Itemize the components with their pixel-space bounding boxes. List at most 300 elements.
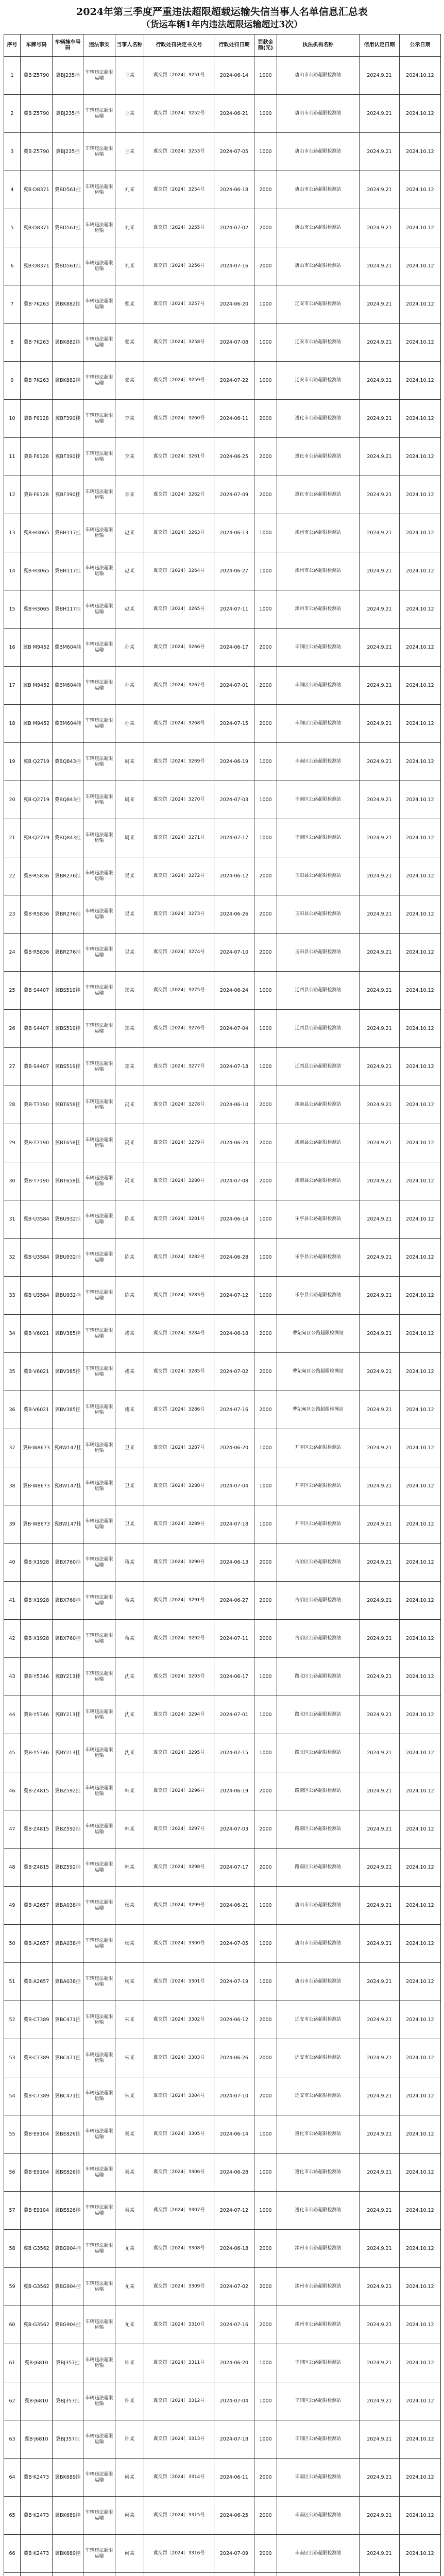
table-cell: 张某 — [115, 362, 144, 400]
table-cell: 2024.10.12 — [400, 590, 441, 629]
table-cell: 冀B·X1928 — [21, 1582, 53, 1620]
table-cell: 2024.10.12 — [400, 2001, 441, 2039]
table-cell: 2000 — [254, 2039, 277, 2077]
column-header: 违法事实 — [83, 35, 115, 57]
table-cell: 冀B·E9104 — [21, 2192, 53, 2230]
table-cell: 赵某 — [115, 514, 144, 552]
table-cell: 2024.10.12 — [400, 2382, 441, 2420]
table-cell: 冀BV385挂 — [53, 1315, 83, 1353]
table-cell: 2024.10.12 — [400, 1467, 441, 1505]
table-cell: 2024-07-05 — [214, 133, 254, 171]
table-cell: 唐山市公路超限检测站 — [277, 133, 360, 171]
table-cell: 冀交罚〔2024〕3255号 — [144, 209, 214, 247]
table-cell: 2024.10.12 — [400, 400, 441, 438]
table-cell: 陈某 — [115, 1200, 144, 1239]
table-cell: 冀B·M9452 — [21, 705, 53, 743]
table-cell: 冀B·V6021 — [21, 1391, 53, 1429]
table-cell: 53 — [4, 2039, 21, 2077]
table-cell: 1000 — [254, 2192, 277, 2230]
table-row — [4, 1696, 441, 1734]
table-cell: 尤某 — [115, 2268, 144, 2306]
table-cell: 冀B·E9104 — [21, 2154, 53, 2192]
table-cell: 车辆违法超限运输 — [83, 1467, 115, 1505]
table-cell: 2024.9.21 — [360, 667, 400, 705]
table-cell: 车辆违法超限运输 — [83, 1849, 115, 1887]
table-cell: 乐亭县公路超限检测站 — [277, 1277, 360, 1315]
table-cell: 39 — [4, 1505, 21, 1544]
table-cell: 车辆违法超限运输 — [83, 1620, 115, 1658]
table-cell: 2024-06-13 — [214, 1544, 254, 1582]
table-row — [4, 895, 441, 934]
table-cell: 2000 — [254, 1544, 277, 1582]
table-row — [4, 743, 441, 781]
table-cell: 51 — [4, 1963, 21, 2001]
table-cell: 陈某 — [115, 1277, 144, 1315]
table-cell: 褚某 — [115, 1353, 144, 1391]
table-cell: 冀BK689挂 — [53, 2459, 83, 2497]
table-cell: 2000 — [254, 1124, 277, 1162]
table-cell: 车辆违法超限运输 — [83, 705, 115, 743]
table-cell: 2024.10.12 — [400, 1315, 441, 1353]
table-row — [4, 819, 441, 857]
table-cell: 52 — [4, 2001, 21, 2039]
table-cell: 2024-07-09 — [214, 2535, 254, 2573]
table-row — [4, 1658, 441, 1696]
table-cell: 冀B·Z5790 — [21, 95, 53, 133]
table-cell: 滦州市公路超限检测站 — [277, 552, 360, 590]
table-cell: 54 — [4, 2077, 21, 2115]
table-cell: 7 — [4, 285, 21, 324]
table-cell: 2000 — [254, 171, 277, 209]
table-cell: 冀B·R5836 — [21, 895, 53, 934]
table-cell: 朱某 — [115, 2077, 144, 2115]
table-cell: 2024.10.12 — [400, 1772, 441, 1810]
table-cell: 2024-06-20 — [214, 2344, 254, 2382]
table-row — [4, 2306, 441, 2344]
table-cell: 2024.10.12 — [400, 1620, 441, 1658]
table-cell: 冀BH117挂 — [53, 514, 83, 552]
table-cell: 2024-07-18 — [214, 2420, 254, 2459]
table-cell: 2024.10.12 — [400, 324, 441, 362]
table-row — [4, 1353, 441, 1391]
table-cell: 朱某 — [115, 2039, 144, 2077]
table-cell: 冀交罚〔2024〕3278号 — [144, 1086, 214, 1124]
table-cell: 2024.9.21 — [360, 1544, 400, 1582]
table-cell: 周某 — [115, 819, 144, 857]
table-cell: 61 — [4, 2344, 21, 2382]
table-cell: 冀B·Z4815 — [21, 1849, 53, 1887]
table-cell: 冀交罚〔2024〕3313号 — [144, 2420, 214, 2459]
table-cell: 车辆违法超限运输 — [83, 2039, 115, 2077]
table-cell: 冀B·T7190 — [21, 1162, 53, 1200]
table-cell: 2024-06-17 — [214, 1658, 254, 1696]
table-cell: 冀B·G3562 — [21, 2230, 53, 2268]
table-cell: 2024.9.21 — [360, 743, 400, 781]
table-cell: 杨某 — [115, 1925, 144, 1963]
table-cell: 冀B·Z4815 — [21, 1810, 53, 1849]
table-cell: 冀BA038挂 — [53, 1963, 83, 2001]
table-cell: 2024-06-10 — [214, 1086, 254, 1124]
table-cell: 冀B·D8371 — [21, 247, 53, 285]
table-cell: 2000 — [254, 629, 277, 667]
table-cell: 冀B·R5836 — [21, 857, 53, 895]
table-cell: 1000 — [254, 781, 277, 819]
table-cell: 60 — [4, 2306, 21, 2344]
table-cell: 2024.9.21 — [360, 2001, 400, 2039]
table-cell: 滦州市公路超限检测站 — [277, 2268, 360, 2306]
table-cell: 滦州市公路超限检测站 — [277, 590, 360, 629]
table-cell — [254, 2573, 277, 2576]
table-cell: 2024-06-20 — [214, 285, 254, 324]
table-cell: 2024-06-21 — [214, 95, 254, 133]
table-cell: 2024.9.21 — [360, 2039, 400, 2077]
table-cell: 2024.9.21 — [360, 1963, 400, 2001]
table-cell: 1000 — [254, 2420, 277, 2459]
table-row — [4, 629, 441, 667]
table-cell: 2024-07-01 — [214, 667, 254, 705]
table-cell: 1000 — [254, 133, 277, 171]
table-cell: 杨某 — [115, 1963, 144, 2001]
table-cell: 2024-06-26 — [214, 895, 254, 934]
table-cell: 冀BD561挂 — [53, 171, 83, 209]
document-subtitle: （货运车辆1年内违法超限运输超过3次） — [141, 20, 303, 30]
table-cell: 车辆违法超限运输 — [83, 743, 115, 781]
table-header-row — [4, 35, 441, 57]
table-row — [4, 2115, 441, 2154]
table-cell: 冀交罚〔2024〕3302号 — [144, 2001, 214, 2039]
table-cell: 2024.10.12 — [400, 1429, 441, 1467]
table-cell — [53, 2573, 83, 2576]
table-cell: 丰南区公路超限检测站 — [277, 819, 360, 857]
table-cell: 冀B·C7389 — [21, 2077, 53, 2115]
table-cell: 冀交罚〔2024〕3294号 — [144, 1696, 214, 1734]
table-cell: 冀BG904挂 — [53, 2268, 83, 2306]
table-cell: 冀交罚〔2024〕3279号 — [144, 1124, 214, 1162]
table-cell: 车辆违法超限运输 — [83, 1887, 115, 1925]
table-row — [4, 2535, 441, 2573]
table-cell: 车辆违法超限运输 — [83, 552, 115, 590]
table-row — [4, 552, 441, 590]
table-cell: 冀交罚〔2024〕3281号 — [144, 1200, 214, 1239]
table-cell: 唐山市公路超限检测站 — [277, 95, 360, 133]
table-cell: 2024.9.21 — [360, 476, 400, 514]
table-cell: 冯某 — [115, 1124, 144, 1162]
column-header: 车辆挂车号码 — [53, 35, 83, 57]
table-cell: 2024-06-19 — [214, 743, 254, 781]
table-cell: 丰润区公路超限检测站 — [277, 2344, 360, 2382]
table-cell: 2024.10.12 — [400, 1162, 441, 1200]
table-cell: 2024.9.21 — [360, 2230, 400, 2268]
table-cell: 车辆违法超限运输 — [83, 2001, 115, 2039]
table-cell: 2024.9.21 — [360, 514, 400, 552]
table-cell: 冀B·J6810 — [21, 2420, 53, 2459]
table-cell: 玉田县公路超限检测站 — [277, 857, 360, 895]
table-row — [4, 95, 441, 133]
table-cell: 2024.10.12 — [400, 934, 441, 972]
table-cell: 冀交罚〔2024〕3266号 — [144, 629, 214, 667]
table-cell: 冯某 — [115, 1162, 144, 1200]
table-cell: 冀BY213挂 — [53, 1658, 83, 1696]
table-cell: 2024.10.12 — [400, 1734, 441, 1772]
table-cell: 韩某 — [115, 1849, 144, 1887]
table-cell: 车辆违法超限运输 — [83, 2306, 115, 2344]
table-cell: 3 — [4, 133, 21, 171]
table-row — [4, 1963, 441, 2001]
table-cell: 许某 — [115, 2382, 144, 2420]
table-cell: 2024-07-08 — [214, 1162, 254, 1200]
table-cell: 2024-07-17 — [214, 819, 254, 857]
table-cell: 冀B·W8673 — [21, 1505, 53, 1544]
table-row — [4, 1467, 441, 1505]
table-cell: 冀BR276挂 — [53, 934, 83, 972]
table-cell: 冀B·H3065 — [21, 590, 53, 629]
table-cell: 冀BQ843挂 — [53, 781, 83, 819]
table-cell: 2024.10.12 — [400, 1124, 441, 1162]
table-cell: 2024.9.21 — [360, 400, 400, 438]
table-cell: 2024.9.21 — [360, 438, 400, 476]
table-row — [4, 1010, 441, 1048]
table-cell: 车辆违法超限运输 — [83, 819, 115, 857]
table-cell — [144, 2573, 214, 2576]
table-cell: 冀B·D8371 — [21, 171, 53, 209]
table-cell: 冀B·K2473 — [21, 2459, 53, 2497]
table-cell: 19 — [4, 743, 21, 781]
table-cell — [4, 2573, 21, 2576]
table-cell: 遵化市公路超限检测站 — [277, 2154, 360, 2192]
table-cell: 1000 — [254, 1505, 277, 1544]
table-cell: 2000 — [254, 209, 277, 247]
table-cell: 44 — [4, 1696, 21, 1734]
table-cell: 车辆违法超限运输 — [83, 895, 115, 934]
table-cell: 2024.9.21 — [360, 629, 400, 667]
table-row — [4, 1086, 441, 1124]
table-cell: 2024.9.21 — [360, 1620, 400, 1658]
table-cell: 遵化市公路超限检测站 — [277, 2192, 360, 2230]
table-cell: 2024.10.12 — [400, 972, 441, 1010]
table-cell: 孙某 — [115, 705, 144, 743]
table-cell: 26 — [4, 1010, 21, 1048]
table-row — [4, 1582, 441, 1620]
table-cell: 2024.10.12 — [400, 781, 441, 819]
table-cell: 冀BW147挂 — [53, 1429, 83, 1467]
table-cell: 冀交罚〔2024〕3275号 — [144, 972, 214, 1010]
table-cell: 2024.10.12 — [400, 2154, 441, 2192]
table-cell: 冀交罚〔2024〕3263号 — [144, 514, 214, 552]
table-cell: 62 — [4, 2382, 21, 2420]
table-cell: 冀BJ357挂 — [53, 2382, 83, 2420]
table-cell: 遵化市公路超限检测站 — [277, 438, 360, 476]
table-cell: 杨某 — [115, 1887, 144, 1925]
column-header: 行政处罚日期 — [214, 35, 254, 57]
table-cell: 2000 — [254, 400, 277, 438]
table-cell: 冀交罚〔2024〕3268号 — [144, 705, 214, 743]
table-cell: 2024.9.21 — [360, 133, 400, 171]
table-cell: 王某 — [115, 95, 144, 133]
table-cell: 李某 — [115, 476, 144, 514]
table-cell: 冀BQ843挂 — [53, 743, 83, 781]
table-cell: 1000 — [254, 514, 277, 552]
table-cell: 2000 — [254, 2306, 277, 2344]
table-cell: 蒋某 — [115, 1582, 144, 1620]
table-cell: 车辆违法超限运输 — [83, 2268, 115, 2306]
table-cell: 2024.9.21 — [360, 1467, 400, 1505]
table-cell: 冀BM604挂 — [53, 705, 83, 743]
table-cell: 冀交罚〔2024〕3300号 — [144, 1925, 214, 1963]
table-cell: 2024.9.21 — [360, 2382, 400, 2420]
table-cell: 2024.9.21 — [360, 209, 400, 247]
table-cell: 1000 — [254, 1429, 277, 1467]
table-cell: 2024.9.21 — [360, 285, 400, 324]
table-cell: 冀BS519挂 — [53, 972, 83, 1010]
table-cell: 车辆违法超限运输 — [83, 1353, 115, 1391]
table-cell: 迁安市公路超限检测站 — [277, 2001, 360, 2039]
table-cell: 2024.9.21 — [360, 819, 400, 857]
table-cell: 2024.10.12 — [400, 1658, 441, 1696]
table-cell: 1000 — [254, 1887, 277, 1925]
table-cell: 冀B·Q2719 — [21, 743, 53, 781]
table-cell: 冀B·V6021 — [21, 1353, 53, 1391]
table-cell: 冀B·A2657 — [21, 1925, 53, 1963]
table-row — [4, 1925, 441, 1963]
table-cell: 迁安市公路超限检测站 — [277, 285, 360, 324]
table-cell: 冀BC471挂 — [53, 2039, 83, 2077]
table-row — [4, 857, 441, 895]
table-cell: 丰南区公路超限检测站 — [277, 743, 360, 781]
table-cell: 2024-06-25 — [214, 438, 254, 476]
table-cell: 吴某 — [115, 857, 144, 895]
table-cell: 玉田县公路超限检测站 — [277, 934, 360, 972]
table-cell: 冀交罚〔2024〕3288号 — [144, 1467, 214, 1505]
table-cell: 开平区公路超限检测站 — [277, 1505, 360, 1544]
table-cell: 冀B·R5836 — [21, 934, 53, 972]
table-cell: 22 — [4, 857, 21, 895]
table-cell: 冀交罚〔2024〕3298号 — [144, 1849, 214, 1887]
column-header: 当事人名称 — [115, 35, 144, 57]
table-cell: 冀BA038挂 — [53, 1887, 83, 1925]
table-cell: 冀交罚〔2024〕3291号 — [144, 1582, 214, 1620]
table-row — [4, 1620, 441, 1658]
table-cell: 何某 — [115, 2535, 144, 2573]
table-row — [4, 2344, 441, 2382]
table-cell: 2024.10.12 — [400, 1887, 441, 1925]
table-cell: 2024.9.21 — [360, 324, 400, 362]
table-cell: 2024.9.21 — [360, 1925, 400, 1963]
table-cell: 2024.9.21 — [360, 57, 400, 95]
table-cell: 冀B·F6128 — [21, 400, 53, 438]
table-cell: 1000 — [254, 1048, 277, 1086]
table-cell: 2024-06-18 — [214, 171, 254, 209]
table-cell: 玉田县公路超限检测站 — [277, 895, 360, 934]
table-cell: 2000 — [254, 1162, 277, 1200]
table-cell: 2024.9.21 — [360, 1696, 400, 1734]
table-row — [4, 590, 441, 629]
table-body — [4, 57, 441, 2576]
table-row — [4, 705, 441, 743]
table-cell: 2024.10.12 — [400, 2420, 441, 2459]
table-cell: 冀交罚〔2024〕3290号 — [144, 1544, 214, 1582]
table-cell: 1000 — [254, 285, 277, 324]
table-cell: 滦南县公路超限检测站 — [277, 1162, 360, 1200]
table-cell: 41 — [4, 1582, 21, 1620]
table-cell: 2024-07-03 — [214, 781, 254, 819]
table-cell: 2024-07-03 — [214, 1810, 254, 1849]
table-cell: 褚某 — [115, 1315, 144, 1353]
table-cell: 2024-07-11 — [214, 590, 254, 629]
table-cell: 2024.9.21 — [360, 171, 400, 209]
table-cell: 卫某 — [115, 1505, 144, 1544]
table-cell: 车辆违法超限运输 — [83, 1658, 115, 1696]
table-cell: 2024-07-04 — [214, 1010, 254, 1048]
table-cell: 冀交罚〔2024〕3261号 — [144, 438, 214, 476]
table-cell: 李某 — [115, 438, 144, 476]
table-cell: 唐山市公路超限检测站 — [277, 171, 360, 209]
table-cell: 64 — [4, 2459, 21, 2497]
table-cell: 冀交罚〔2024〕3274号 — [144, 934, 214, 972]
table-cell: 郑某 — [115, 1048, 144, 1086]
table-cell: 冀B·H3065 — [21, 552, 53, 590]
table-cell: 2024.10.12 — [400, 362, 441, 400]
table-cell: 18 — [4, 705, 21, 743]
table-cell: 2000 — [254, 2001, 277, 2039]
table-cell: 2024-07-15 — [214, 1734, 254, 1772]
table-cell: 冀B·S4407 — [21, 972, 53, 1010]
table-cell: 冀B·T7190 — [21, 1086, 53, 1124]
table-cell: 冀交罚〔2024〕3312号 — [144, 2382, 214, 2420]
table-row — [4, 2230, 441, 2268]
table-cell: 2024.10.12 — [400, 2230, 441, 2268]
table-cell: 2024-06-27 — [214, 1582, 254, 1620]
table-cell: 车辆违法超限运输 — [83, 476, 115, 514]
table-cell: 滦南县公路超限检测站 — [277, 1086, 360, 1124]
table-cell: 2024.10.12 — [400, 705, 441, 743]
table-cell: 韩某 — [115, 1810, 144, 1849]
table-cell: 冀BK882挂 — [53, 362, 83, 400]
table-cell: 2024-06-24 — [214, 1124, 254, 1162]
table-cell: 车辆违法超限运输 — [83, 629, 115, 667]
table-cell: 1000 — [254, 1696, 277, 1734]
table-cell: 2000 — [254, 895, 277, 934]
table-cell: 2024.10.12 — [400, 2306, 441, 2344]
table-cell: 车辆违法超限运输 — [83, 1200, 115, 1239]
table-cell: 开平区公路超限检测站 — [277, 1467, 360, 1505]
column-header: 罚款金额(元) — [254, 35, 277, 57]
table-cell: 张某 — [115, 285, 144, 324]
table-cell: 冀B·F6128 — [21, 476, 53, 514]
table-cell: 冀B·W8673 — [21, 1467, 53, 1505]
table-cell: 1000 — [254, 819, 277, 857]
table-cell: 2024-07-04 — [214, 1467, 254, 1505]
table-cell: 2024.10.12 — [400, 1544, 441, 1582]
table-cell: 2024.10.12 — [400, 285, 441, 324]
table-cell: 丰南区公路超限检测站 — [277, 2459, 360, 2497]
table-cell: 2024.10.12 — [400, 1505, 441, 1544]
table-cell: 冀B·Q2719 — [21, 819, 53, 857]
table-cell: 冀BY213挂 — [53, 1734, 83, 1772]
table-cell: 冀BM604挂 — [53, 667, 83, 705]
table-row — [4, 1315, 441, 1353]
table-cell: 2024.10.12 — [400, 1353, 441, 1391]
table-row — [4, 2001, 441, 2039]
table-cell: 冀BE826挂 — [53, 2154, 83, 2192]
table-cell: 冯某 — [115, 1086, 144, 1124]
table-cell: 2024.10.12 — [400, 2115, 441, 2154]
table-cell: 车辆违法超限运输 — [83, 1963, 115, 2001]
table-row — [4, 934, 441, 972]
table-cell: 2024.9.21 — [360, 362, 400, 400]
table-row — [4, 1429, 441, 1467]
table-cell: 8 — [4, 324, 21, 362]
table-cell: 冀交罚〔2024〕3304号 — [144, 2077, 214, 2115]
